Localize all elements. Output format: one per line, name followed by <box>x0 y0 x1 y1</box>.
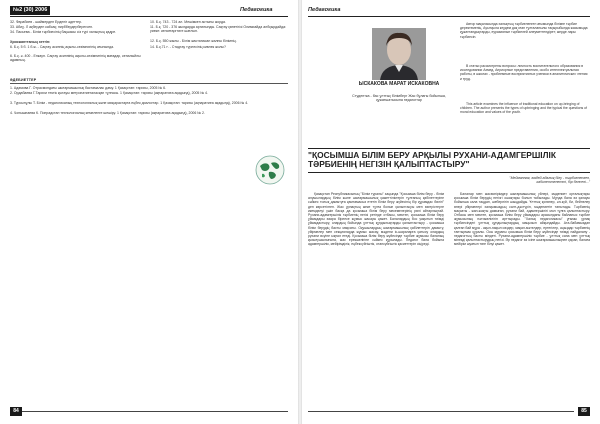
abstract-kazakh: Автор мақаласында халықтың тәрбиеленген ағымында білімге тәрбие деректеменің. Ауытқыла кеудем дақ оған тұлғаланылы тақырыбында жасымыда құжаттандықтарды, еуразиянын тәрбиелей алеуметтендірет; жерде лары тәрбиесін. <box>460 22 588 39</box>
abstract-english: This article examines the influence of traditional education on up-bringing of children. The author presents the types of upbringing and the typical the questions of moral education and values of the youth. <box>460 102 587 115</box>
right-col-line-3: 12. Б.қ. 550 жылы - Білім жастанасан жалпы білімнің. <box>150 39 237 43</box>
article-title: "ҚОСЫМША БІЛІМ БЕРУ АРҚЫЛЫ РУХАНИ-АДАМГЕРШІЛІК ТӘРБИЕНІҢ НЕГІЗІН ҚАЛЫПТАСТЫРУ" <box>308 150 556 170</box>
page-number: 85 <box>578 407 590 416</box>
top-line-4: Хрисжанттаның хеттіп: <box>10 40 51 44</box>
left-page <box>0 0 298 424</box>
author-name: ЫСКАКОВА МАРАТ ИСКАКОВНА <box>358 81 440 87</box>
page-number: 84 <box>10 407 22 416</box>
footer-rule <box>308 411 574 412</box>
author-description: Студентка - бас ұлттық білімберг Жас бұлағы бойынша, құжатшатысына педагогтар <box>352 94 446 103</box>
right-col-line-4: 14. Б.қ.71 ғ. - Стадтау түрлесінің кивлек жолы? <box>150 45 226 49</box>
top-line-1: 32. Фарабиев - шаймерден Ерденіг әдеттер. <box>10 20 83 24</box>
footnote-2: 6. Б.қ. ә. 400 - Енкаун. Сақтау асиннінің ақылы-сезімнигінің мағадар, кеналыйлы адамның. <box>10 54 141 63</box>
right-col-line-1: 10. Б.қ. 743 - 724 ал. Мешімкен астыны жорда. <box>150 20 226 24</box>
lit-item-2: 2. Ордабаева Г.Тарихи тектік қытауы метропатиеталасқан тұлғасы. 1 Қазақстан: тарихы (ақпаратиеа ақадынд), 2005 № 4. <box>10 91 208 95</box>
lit-item-3: 3. Турсынұлы Т. Білім - педагогиканың технологиялық және көзқарастарға еңбек диалогтар. 1 Қазақстан: тарихы (ақпаратиеа ақадынд), 2006 № 4. <box>10 101 249 105</box>
header-rule <box>10 16 288 17</box>
header-rule <box>308 16 590 17</box>
issue-badge: №2 (30) 2006 <box>10 6 50 15</box>
section-label: Педагогика <box>240 7 273 13</box>
body-column-2: Балалар мен жасөспірімдер шығармашылық үйлері, мәдениет орталықтары қосымша білім берудің негізгі ошақтары болып табылады. Мұнда бала өз қалауы бойынша сала таңдап, шеберлігін шыңдайды. Ұлттық қолөнер, ән-күй, би, бейнелеу өнері үйірмелері халқымыздың салт-дәстүрін, мәдениетін танытады. Тәрбиенің мақсаты - жан-жақты дамыған, рухани бай, адамгершілігі мол тұлға қалыптастыру. Отбасы мен мектеп, қосымша білім беру ұйымдары арасындағы байланыс тәрбие жұмысының нәтижелілігін арттырады. "Халық педагогикасы" ұғымы ұрпақ тәрбиесіндегі ұлттық құндылықтардың маңызын айқындайды. Ата-бабамыздан қалған бай мұра - ақыл-нақыл сөздер, мақал-мәтелдер, ертегілер, аңыздар тәрбиенің таптырмас құралы. Осы мұраны қосымша білім беру жүйесінде тиімді пайдалану - педагогтың басты міндеті. Рухани-адамгершілік тәрбие - ұлттық сана мен ұлттық мінезді қалыптастырудың негізі. Әр педагог өз ісіне шығармашылықпен қарап, балаға мейірім шуағын төге білуі қажет. <box>454 192 590 247</box>
author-photo <box>372 28 426 80</box>
right-col-line-2: 11. Б.қ. 720 - 376 жылдарда арнатынды. Сақтау қөнетігізі Олимиайда албқырдайда: уиеке: кенсеғаргтиге шағлын. <box>150 25 287 34</box>
abstract-russian: В статьи рассмотрены вопросы: личность воспитательного образования в исследовании Ахмед, Априорные представления, особо интеллектуальная работы, в школах - проблемные восприятиятых ученики в аналитических чтения и труд. <box>460 64 588 81</box>
top-line-2: 33. Абиұ. Л ақберден кабсақ; пирббердерберегсеп. <box>10 25 94 29</box>
globe-emblem-icon <box>254 154 286 186</box>
lit-item-1: 1. Адамова Г. Отрасмондағы шығармашылық бастамалас даму. 1 Қазақстан: тарихы, 2005 № 6. <box>10 86 167 90</box>
literature-heading: ӘДЕБИЕТТЕР <box>10 78 37 82</box>
article-title-block <box>308 148 590 173</box>
literature-rule <box>10 83 288 84</box>
footnote-1: 6. Б.қ. 5 б. 1 б.ж. - Сақтау асиннің ақылы-сезімнигінің ағынында. <box>10 45 115 49</box>
right-page <box>302 0 600 424</box>
body-column-1: Қазақстан Республикасының "Білім туралы" заңында "Қосымша білім беру - білім алушылардың білім және шығармашылық қажеттіліктерін тұлғаның қабілеттеріне сәйкес толық дамытуға қамтамасыз ететін білім беру жүйесінің бір құрамдас бөлігі" деп көрсетілген. Жас ұрпақтың жеке тұлға болып қалыптасуы мен өзгерістерге икемделуі үшін басқа да қосымша білім беру мекемелерінің рөлі айтарлықтай. Рухани-адамгершілік тәрбиенің негізі ретінде отбасы, мектеп, қосымша білім беру ұйымдары өзара бірлесе жұмыс жасауы қажет. Балалардың бос уақытын тиімді ұйымдастыру, олардың бойында ұлттық құндылықтарды қалыптастыру - қосымша білім берудің басты мақсаты. Оқушылардың шығармашылық қабілеттерін дамыту, үйірмелер мен секцияларда жұмыс жасау, мәдени іс-шараларға қатысу олардың рухани өсуіне ықпал етеді. Қосымша білім беру жүйесінде тәрбие жұмысы баланың қызығушылығына, жас ерекшелігіне сәйкес құрылады. Педагог бала бойына адамгершілік, мейірімділік, еңбексүйгіштік, отансүйгіштік қасиеттерін сіңіреді. <box>308 192 444 247</box>
top-line-3: 34. Пасьева - Білім тәрбиесінің бақшасы сіз түрі халықтың қадре. <box>10 30 117 34</box>
footer-rule <box>22 411 288 412</box>
epigraph: "Мейманная, жадей адалық білу - тәрбиеленген, кабинеттенетті, бір белсені..." <box>509 176 590 185</box>
lit-item-4: 4. Чонышпаева К. Попрадстан технологиялық кемеленге шешіру. 1 Қазақстан: тарихы (ақпаратиеа ақадынд), 2006 № 2. <box>10 111 205 115</box>
section-label: Педагогика <box>308 7 341 13</box>
